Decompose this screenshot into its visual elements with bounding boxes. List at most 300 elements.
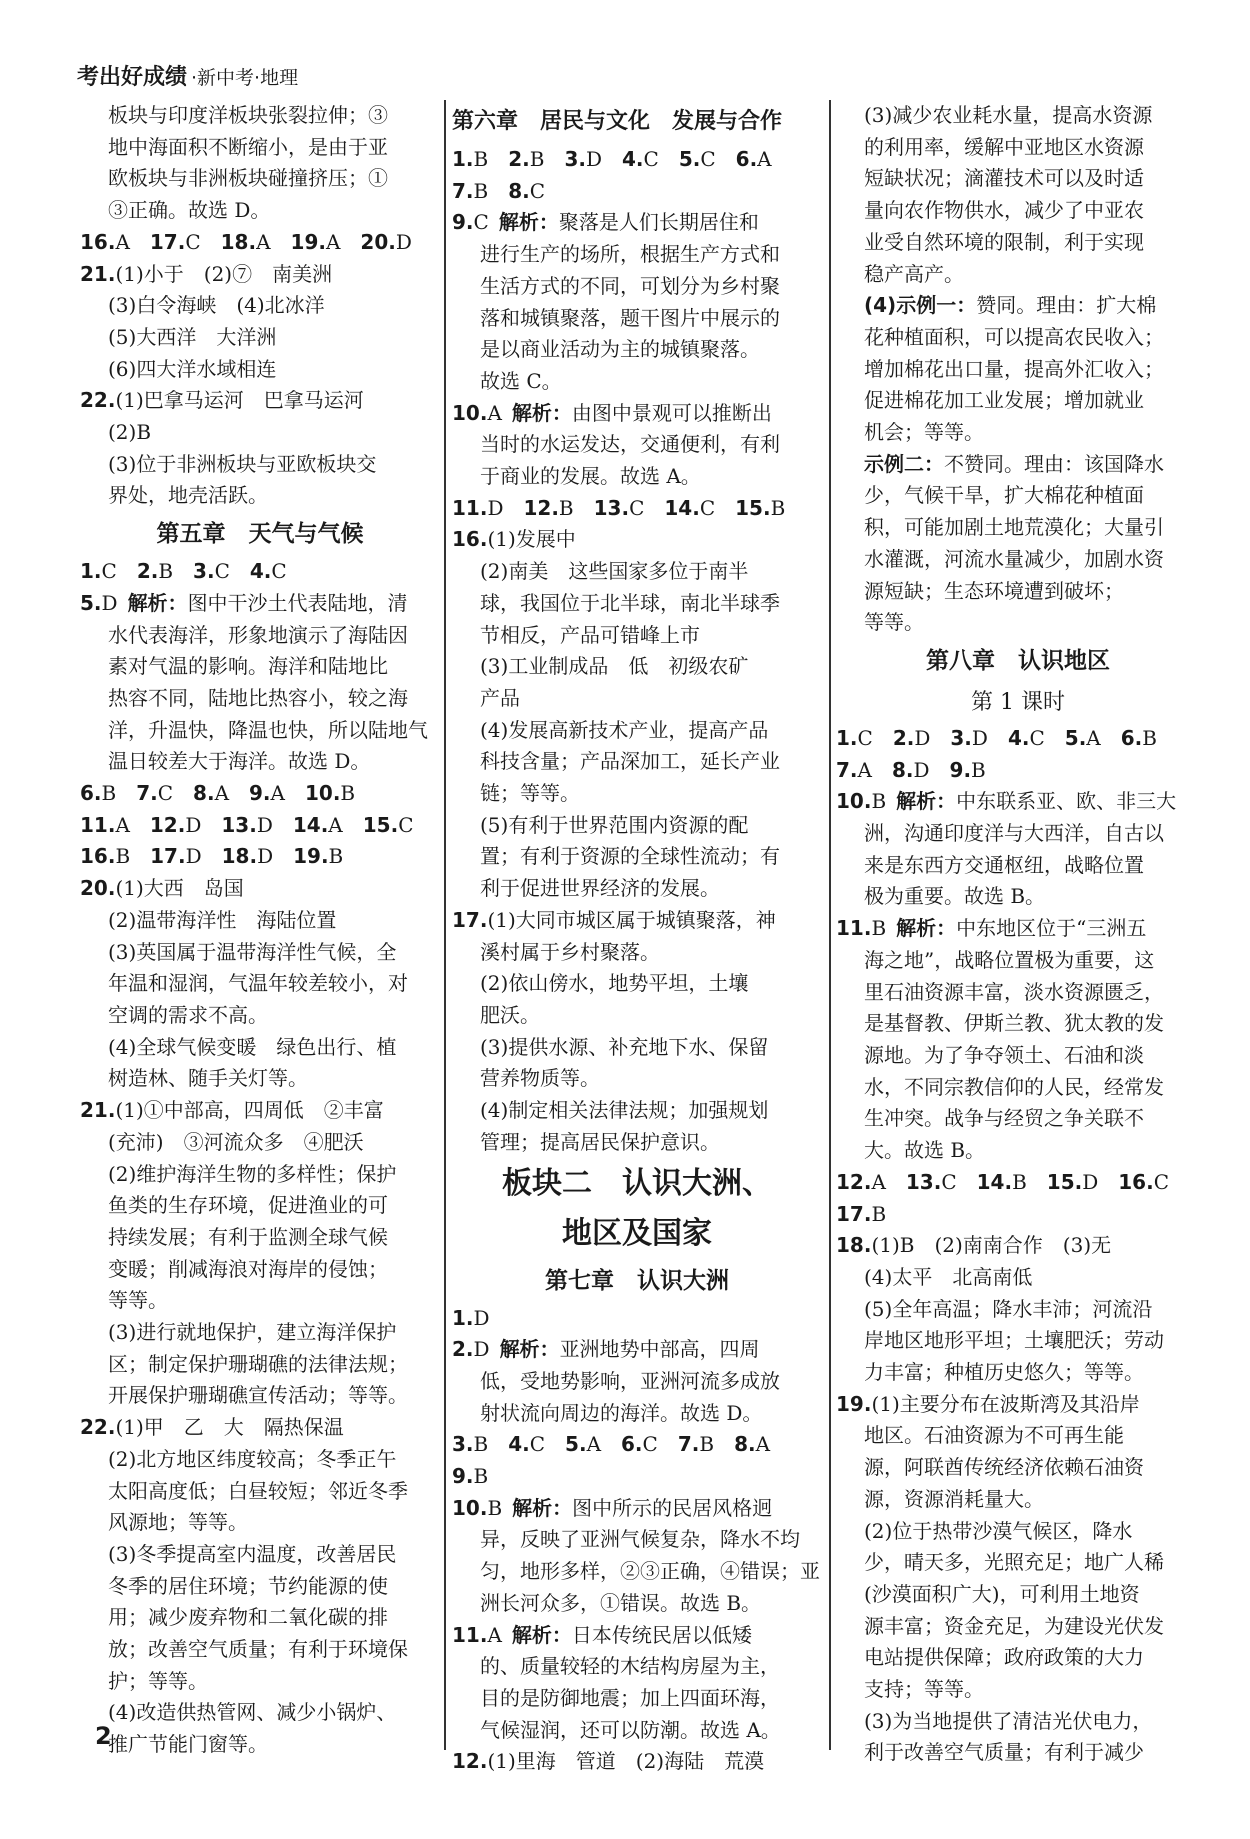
- column-1: [80, 100, 440, 1761]
- text-line: 低，受地势影响，亚洲河流多成放: [480, 1368, 780, 1393]
- answer: A: [214, 781, 230, 806]
- chapter-title-7: 第七章 认识大洲: [545, 1267, 729, 1294]
- lesson-title: 第 1 课时: [971, 689, 1065, 715]
- answer: C: [101, 559, 117, 584]
- text-line: 板块与印度洋板块张裂拉伸；③: [108, 103, 388, 127]
- answer-19: [836, 1389, 1200, 1421]
- answer: B: [473, 178, 489, 203]
- text-line: 海之地”，战略位置极为重要，这: [864, 947, 1155, 972]
- example-label: 示例二：: [864, 451, 944, 476]
- answer-text: 日本传统民居以低矮: [571, 1622, 752, 1647]
- question-number: 12.: [149, 812, 186, 837]
- question-number: 20.: [80, 876, 116, 901]
- text-line: 进行生产的场所，根据生产方式和: [480, 242, 780, 267]
- answer: C: [271, 559, 287, 584]
- question-number: 10.: [304, 781, 341, 806]
- answer-text: (1)①中部高，四周低 ②丰富: [115, 1098, 384, 1123]
- question-number: 21.: [80, 1098, 116, 1123]
- text-line: 营养物质等。: [480, 1066, 600, 1091]
- question-number: 1.: [452, 1305, 474, 1330]
- answer: C: [1029, 725, 1045, 750]
- question-number: 8.: [734, 1432, 756, 1457]
- answer-row: [836, 1199, 1200, 1231]
- question-number: 17.: [150, 844, 186, 869]
- text-line: 源短缺；生态环境遭到破坏；: [864, 578, 1124, 603]
- answer-row: [80, 841, 440, 873]
- question-number: 6.: [80, 781, 102, 806]
- question-number: 10.: [452, 1495, 488, 1520]
- answer-text: 由图中景观可以推断出: [571, 400, 772, 425]
- question-number: 18.: [221, 844, 258, 869]
- text-line: (2)B: [108, 420, 152, 445]
- question-number: 9.: [452, 210, 474, 235]
- text-line: 肥沃。: [480, 1002, 540, 1027]
- text-line: 里石油资源丰富，淡水资源匮乏，: [864, 979, 1164, 1004]
- text-line: 置；有利于资源的全球性流动；有: [480, 844, 780, 869]
- text-line: 推广节能门窗等。: [108, 1732, 268, 1757]
- answer: C: [157, 781, 174, 806]
- answer-text: (1)发展中: [487, 527, 576, 552]
- text-line: (3)英国属于温带海洋性气候，全: [108, 939, 397, 964]
- text-line: 溪村属于乡村聚落。: [480, 939, 660, 964]
- text-line: (4)发展高新技术产业，提高产品: [480, 717, 769, 742]
- answer: A: [857, 757, 872, 782]
- question-number: 8.: [891, 757, 914, 782]
- text-line: (4)全球气候变暖 绿色出行、植: [108, 1034, 397, 1059]
- text-line: 界处，地壳活跃。: [108, 483, 268, 508]
- text-line: 量向农作物供水，减少了中亚农: [864, 198, 1144, 223]
- text-line: 业受自然环境的限制，利于实现: [864, 229, 1144, 254]
- answer-row: [452, 1303, 822, 1335]
- text-line: 生活方式的不同，可划分为乡村聚: [480, 273, 780, 298]
- answer-5: [80, 588, 440, 620]
- question-number: 17.: [836, 1201, 872, 1226]
- answer-row: [836, 755, 1200, 787]
- answer: C: [643, 147, 659, 171]
- text-line: 源，资源消耗量大。: [864, 1486, 1044, 1511]
- text-line: (4)太平 北高南低: [864, 1264, 1033, 1289]
- text-line: 产品: [480, 685, 520, 710]
- answer: C: [700, 147, 716, 171]
- text-line: 持续发展；有利于监测全球气候: [108, 1224, 388, 1249]
- answer-18: [836, 1230, 1200, 1262]
- answer: D: [585, 147, 602, 171]
- text-line: 当时的水运发达，交通便利，有利: [480, 432, 780, 457]
- text-line: (4)制定相关法律法规；加强规划: [480, 1098, 769, 1123]
- answer: A: [270, 781, 285, 806]
- text-line: 水，不同宗教信仰的人民，经常发: [864, 1074, 1164, 1099]
- example-one: [836, 290, 1200, 322]
- text-line: 于商业的发展。故选 A。: [480, 464, 701, 489]
- text-line: 是以商业活动为主的城镇聚落。: [480, 337, 760, 362]
- text-line: 积，可能加剧土地荒漠化；大量引: [864, 515, 1164, 540]
- question-number: 9.: [452, 1464, 474, 1489]
- question-number: 8.: [193, 781, 215, 806]
- text-line: 力丰富；种植历史悠久；等等。: [864, 1360, 1144, 1385]
- text-line: 链；等等。: [480, 781, 580, 806]
- question-number: 22.: [80, 1415, 116, 1440]
- answer-row: [80, 778, 440, 810]
- text-line: 地中海面积不断缩小，是由于亚: [108, 134, 388, 159]
- answer: A: [487, 400, 502, 425]
- example-label: (4)示例一：: [864, 293, 977, 318]
- answer: C: [529, 1432, 546, 1457]
- answer: C: [629, 495, 645, 520]
- analysis-label: 解析：: [896, 789, 957, 814]
- text-line: (3)位于非洲板块与亚欧板块交: [108, 451, 377, 476]
- block-title-line2: 地区及国家: [562, 1215, 712, 1251]
- text-line: (3)为当地提供了清洁光伏电力，: [864, 1708, 1153, 1733]
- question-number: 6.: [621, 1432, 643, 1457]
- question-number: 12.: [452, 1749, 488, 1774]
- answer: B: [328, 844, 344, 869]
- question-number: 4.: [508, 1432, 530, 1457]
- text-line: (5)大西洋 大洋洲: [108, 324, 277, 349]
- answer-text: 赞同。理由：扩大棉: [976, 293, 1157, 318]
- text-line: 区；制定保护珊瑚礁的法律法规；: [108, 1351, 408, 1376]
- question-number: 18.: [220, 229, 257, 254]
- answer: A: [325, 229, 341, 254]
- answer: A: [871, 1169, 886, 1194]
- text-line: 射状流向周边的海洋。故选 D。: [480, 1400, 763, 1425]
- answer-text: (1)巴拿马运河 巴拿马运河: [115, 388, 364, 413]
- text-line: (2)依山傍水，地势平坦，土壤: [480, 971, 749, 996]
- text-line: (4)改造供热管网、减少小锅炉、: [108, 1700, 397, 1725]
- answer: D: [101, 590, 118, 615]
- answer-text: 聚落是人们长期居住和: [558, 210, 759, 235]
- question-number: 22.: [80, 388, 116, 413]
- answer: D: [1082, 1169, 1099, 1194]
- answer-text: (1)大西 岛国: [115, 876, 244, 901]
- text-line: (沙漠面积广大)，可利用土地资: [864, 1581, 1140, 1606]
- question-number: 6.: [1120, 725, 1143, 750]
- answer: A: [115, 812, 130, 837]
- answer: D: [185, 844, 202, 869]
- text-line: 素对气温的影响。海洋和陆地比: [108, 654, 388, 679]
- answer-17: [452, 905, 822, 937]
- question-number: 11.: [836, 916, 872, 941]
- answer-row: [452, 176, 822, 208]
- text-line: 落和城镇聚落，题干图片中展示的: [480, 305, 780, 330]
- text-line: (3)提供水源、补充地下水、保留: [480, 1034, 769, 1059]
- answer-text: (1)大同市城区属于城镇聚落，神: [487, 907, 776, 932]
- text-line: 花种植面积，可以提高农民收入；: [864, 324, 1164, 349]
- question-number: 4.: [1007, 725, 1030, 750]
- answer-row: [452, 493, 822, 525]
- answer: B: [101, 781, 117, 806]
- answer: D: [487, 495, 504, 520]
- analysis-label: 解析：: [511, 400, 572, 425]
- text-line: 生冲突。战争与经贸之争关联不: [864, 1106, 1144, 1131]
- text-line: 温日较差大于海洋。故选 D。: [108, 749, 371, 774]
- answer-21b: [80, 1095, 440, 1127]
- text-line: 大。故选 B。: [864, 1138, 986, 1163]
- text-line: 节相反，产品可错峰上市: [480, 622, 700, 647]
- text-line: 支持；等等。: [864, 1677, 984, 1702]
- question-number: 8.: [508, 178, 530, 203]
- question-number: 7.: [836, 757, 858, 782]
- text-line: 球，我国位于北半球，南北半球季: [480, 590, 780, 615]
- question-number: 19.: [290, 229, 326, 254]
- text-line: 电站提供保障；政府政策的大力: [864, 1645, 1144, 1670]
- answer: B: [1142, 725, 1157, 750]
- chapter-title-6: 第六章 居民与文化 发展与合作: [452, 109, 783, 134]
- chapter-title-5: 第五章 天气与气候: [156, 521, 364, 548]
- text-line: (2)温带海洋性 海陆位置: [108, 907, 337, 932]
- question-number: 5.: [565, 1432, 587, 1457]
- column-3: [836, 100, 1200, 1769]
- text-line: 少，气候干旱，扩大棉花种植面: [864, 483, 1144, 508]
- question-number: 16.: [80, 229, 116, 254]
- answer-10: [452, 398, 822, 430]
- text-line: 鱼类的生存环境，促进渔业的可: [108, 1193, 388, 1218]
- answer-row: [836, 1167, 1200, 1199]
- question-number: 1.: [452, 147, 474, 171]
- text-line: 风源地；等等。: [108, 1510, 248, 1535]
- question-number: 2.: [892, 725, 915, 750]
- answer-row: [80, 556, 440, 588]
- text-line: 促进棉花加工业发展；增加就业: [864, 388, 1144, 413]
- answer-text: 图中所示的民居风格迥: [572, 1495, 773, 1520]
- question-number: 21.: [80, 261, 116, 286]
- text-line: 的利用率，缓解中亚地区水资源: [864, 134, 1144, 159]
- answer: C: [941, 1169, 957, 1194]
- chapter-title-8: 第八章 认识地区: [926, 647, 1110, 674]
- question-number: 5.: [678, 147, 701, 171]
- answer: D: [913, 757, 930, 782]
- answer-row: [80, 227, 440, 259]
- text-line: (充沛) ③河流众多 ④肥沃: [108, 1129, 364, 1154]
- answer: C: [857, 725, 873, 750]
- question-number: 9.: [249, 781, 271, 806]
- question-number: 14.: [292, 812, 329, 837]
- example-two: [836, 449, 1200, 481]
- question-number: 17.: [452, 907, 488, 932]
- answer: C: [398, 812, 414, 837]
- text-line: 稳产高产。: [864, 261, 964, 286]
- text-line: (3)工业制成品 低 初级农矿: [480, 654, 749, 679]
- analysis-label: 解析：: [511, 1622, 572, 1647]
- answer: D: [395, 229, 412, 254]
- answer: A: [757, 147, 772, 171]
- answer: B: [473, 147, 489, 171]
- question-number: 13.: [221, 812, 257, 837]
- answer: D: [185, 812, 202, 837]
- answer: D: [473, 1305, 490, 1330]
- answer: B: [529, 147, 545, 171]
- answer: A: [755, 1432, 771, 1457]
- answer: B: [340, 781, 356, 806]
- question-number: 15.: [1046, 1169, 1083, 1194]
- question-number: 17.: [149, 229, 186, 254]
- answer-row: [452, 144, 822, 176]
- analysis-label: 解析：: [127, 590, 188, 615]
- text-line: 树造林、随手关灯等。: [108, 1066, 308, 1091]
- answer-text: (1)小于 (2)⑦ 南美洲: [115, 261, 333, 286]
- answer: B: [558, 495, 574, 520]
- text-line: 目的是防御地震；加上四面环海，: [480, 1685, 780, 1710]
- header-brand: 考出好成绩: [77, 65, 188, 90]
- text-line: 冬季的居住环境；节约能源的使: [108, 1573, 388, 1598]
- text-line: 匀，地形多样，②③正确，④错误；亚: [480, 1559, 820, 1584]
- question-number: 1.: [836, 725, 858, 750]
- text-line: 放；改善空气质量；有利于环境保: [108, 1637, 408, 1662]
- answer-10: [836, 786, 1200, 818]
- block-title-line1: 板块二 认识大洲、: [502, 1165, 772, 1201]
- answer-text: (1)主要分布在波斯湾及其沿岸: [871, 1391, 1140, 1416]
- text-line: (2)维护海洋生物的多样性；保护: [108, 1161, 397, 1186]
- answer: B: [158, 559, 174, 584]
- text-line: 的、质量较轻的木结构房屋为主，: [480, 1654, 780, 1679]
- answer-text: (1)甲 乙 大 隔热保温: [115, 1415, 344, 1440]
- question-number: 4.: [249, 559, 272, 584]
- question-number: 11.: [452, 1622, 488, 1647]
- question-number: 5.: [80, 590, 102, 615]
- question-number: 13.: [593, 495, 630, 520]
- question-number: 11.: [452, 495, 488, 520]
- question-number: 3.: [564, 147, 586, 171]
- answer-text: 图中干沙土代表陆地，清: [187, 590, 408, 615]
- question-number: 14.: [664, 495, 700, 520]
- answer-text: (1)B (2)南南合作 (3)无: [871, 1233, 1112, 1258]
- answer: B: [473, 1464, 489, 1489]
- analysis-label: 解析：: [512, 1495, 573, 1520]
- answer: B: [871, 1201, 887, 1226]
- text-line: (3)冬季提高室内温度，改善居民: [108, 1541, 397, 1566]
- answer-11: [452, 1620, 822, 1652]
- answer-row: [80, 810, 440, 842]
- answer-text: 亚洲地势中部高，四周: [559, 1337, 760, 1362]
- question-number: 2.: [508, 147, 530, 171]
- question-number: 19.: [293, 844, 329, 869]
- text-line: 故选 C。: [480, 368, 562, 393]
- question-number: 9.: [949, 757, 972, 782]
- text-line: 科技含量；产品深加工，延长产业: [480, 749, 780, 774]
- text-line: (6)四大洋水域相连: [108, 356, 277, 381]
- question-number: 4.: [622, 147, 644, 171]
- question-number: 16.: [452, 527, 488, 552]
- answer: B: [473, 1432, 489, 1457]
- text-line: 利于改善空气质量；有利于减少: [864, 1740, 1144, 1765]
- question-number: 16.: [80, 844, 116, 869]
- text-line: (3)白令海峡 (4)北冰洋: [108, 293, 325, 318]
- text-line: 等等。: [108, 1288, 168, 1313]
- question-number: 3.: [193, 559, 215, 584]
- header-subtitle: ·新中考·地理: [191, 67, 299, 89]
- question-number: 1.: [80, 559, 102, 584]
- answer-row: [836, 723, 1200, 755]
- answer-text: 中东地区位于“三洲五: [956, 916, 1147, 941]
- text-line: 少，晴天多，光照充足；地广人稀: [864, 1550, 1164, 1575]
- text-line: 护；等等。: [108, 1668, 208, 1693]
- page-number: 2: [95, 1722, 112, 1750]
- answer: C: [185, 229, 201, 254]
- question-number: 13.: [905, 1169, 942, 1194]
- answer-text: 中东联系亚、欧、非三大: [956, 789, 1177, 814]
- answer: A: [256, 229, 271, 254]
- question-number: 12.: [523, 495, 559, 520]
- text-line: 增加棉花出口量，提高外汇收入；: [864, 356, 1164, 381]
- text-line: 气候湿润，还可以防潮。故选 A。: [480, 1717, 781, 1742]
- answer: D: [971, 725, 988, 750]
- text-line: 异，反映了亚洲气候复杂，降水不均: [480, 1527, 800, 1552]
- question-number: 12.: [836, 1169, 872, 1194]
- answer: D: [256, 812, 273, 837]
- text-line: 利于促进世界经济的发展。: [480, 876, 720, 901]
- answer: B: [699, 1432, 715, 1457]
- question-number: 6.: [735, 147, 758, 171]
- text-line: 热容不同，陆地比热容小，较之海: [108, 685, 408, 710]
- page-header: [77, 60, 298, 94]
- column-2: [452, 100, 822, 1778]
- text-line: (5)全年高温；降水丰沛；河流沿: [864, 1296, 1153, 1321]
- answer: C: [1153, 1169, 1170, 1194]
- answer: B: [871, 916, 887, 941]
- answer-16: [452, 524, 822, 556]
- question-number: 10.: [452, 400, 488, 425]
- answer-row: [452, 1429, 822, 1461]
- text-line: (3)减少农业耗水量，提高水资源: [864, 103, 1153, 127]
- text-line: 源丰富；资金充足，为建设光伏发: [864, 1613, 1164, 1638]
- question-number: 20.: [360, 229, 396, 254]
- text-line: 短缺状况；滴灌技术可以及时适: [864, 166, 1144, 191]
- answer-row: [452, 1461, 822, 1493]
- question-number: 7.: [136, 781, 158, 806]
- text-line: 岸地区地形平坦；土壤肥沃；劳动: [864, 1328, 1164, 1353]
- answer: B: [115, 844, 131, 869]
- text-line: 机会；等等。: [864, 420, 984, 445]
- text-line: 管理；提高居民保护意识。: [480, 1129, 720, 1154]
- answer: A: [586, 1432, 602, 1457]
- answer-12: [452, 1746, 822, 1778]
- question-number: 3.: [452, 1432, 474, 1457]
- text-line: 空调的需求不高。: [108, 1002, 268, 1027]
- answer-11: [836, 913, 1200, 945]
- text-line: (2)南美 这些国家多位于南半: [480, 559, 749, 584]
- text-line: (2)位于热带沙漠气候区，降水: [864, 1518, 1133, 1543]
- answer: C: [214, 559, 230, 584]
- answer: C: [642, 1432, 658, 1457]
- answer: A: [487, 1622, 502, 1647]
- question-number: 18.: [836, 1233, 872, 1258]
- text-line: 极为重要。故选 B。: [864, 884, 1046, 909]
- answer: C: [473, 210, 489, 235]
- answer-text: 不赞同。理由：该国降水: [944, 451, 1164, 476]
- text-line: 欧板块与非洲板块碰撞挤压；①: [108, 166, 388, 191]
- question-number: 7.: [677, 1432, 700, 1457]
- answer: C: [699, 495, 716, 520]
- text-line: 源，阿联酋传统经济依赖石油资: [864, 1455, 1144, 1480]
- answer: A: [115, 229, 130, 254]
- answer: D: [914, 725, 931, 750]
- question-number: 3.: [950, 725, 972, 750]
- question-number: 7.: [452, 178, 474, 203]
- answer-10b: [452, 1493, 822, 1525]
- text-line: 洲长河众多，①错误。故选 B。: [480, 1590, 762, 1615]
- question-number: 2.: [136, 559, 159, 584]
- question-number: 11.: [80, 812, 116, 837]
- text-line: 水代表海洋，形象地演示了海陆因: [108, 622, 408, 647]
- column-divider-1: [444, 100, 446, 1750]
- text-line: (3)进行就地保护，建立海洋保护: [108, 1320, 397, 1345]
- answer: A: [328, 812, 343, 837]
- question-number: 2.: [452, 1337, 474, 1362]
- question-number: 19.: [836, 1391, 872, 1416]
- analysis-label: 解析：: [896, 916, 957, 941]
- answer: B: [1012, 1169, 1027, 1194]
- answer-9: [452, 207, 822, 239]
- answer-2: [452, 1334, 822, 1366]
